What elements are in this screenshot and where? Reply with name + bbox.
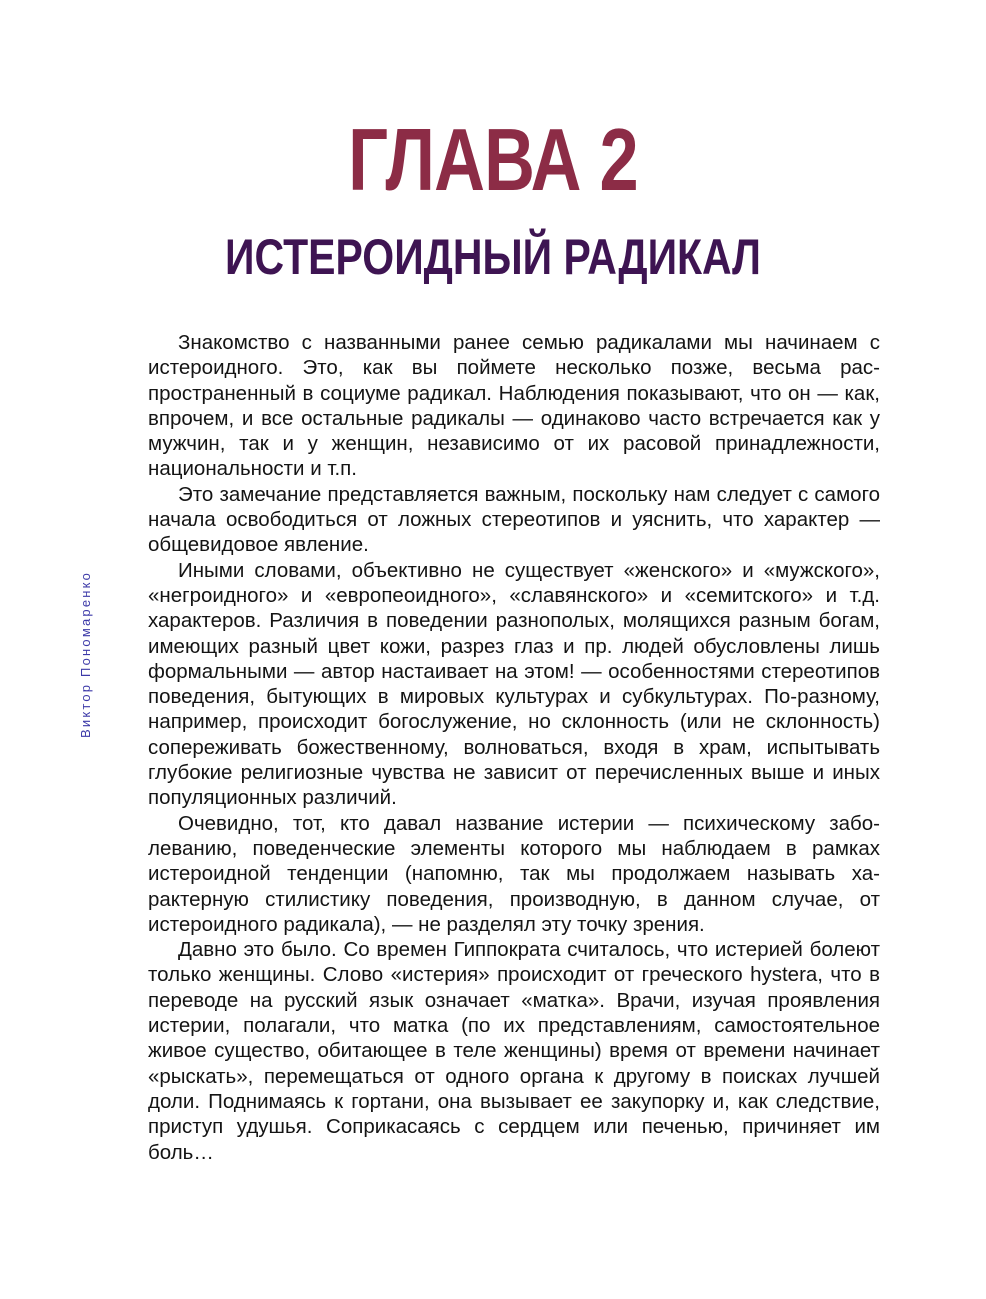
- paragraph: Очевидно, тот, кто давал название истерии — психическому заболеванию, поведенческие элементы которого мы наблюдаем в рамках истероидной тенденции (напомню, так мы продолжаем называть характерную стилистику поведения, производную, в данном случае, от истероидного радикала), — не разделял эту точку зрения.: [148, 811, 880, 936]
- paragraph: Давно это было. Со времен Гиппократа считалось, что истерией болеют только женщины. Слово «истерия» происходит от греческого hystera, что в переводе на русский язык означает «матка». Врачи, изучая проявления истерии, полагали, что матка (по их представлениям, самостоятельное живое существо, обитающее в теле женщины) время от времени начинает «рыскать», перемещаться от одного органа к другому в поисках лучшей доли. Поднимаясь к гортани, она вызывает ее закупорку и, как следствие, приступ удушья. Соприкасаясь с сердцем или печенью, причиняет им боль…: [148, 938, 880, 1164]
- paragraph: Знакомство с названными ранее семью радикалами мы начинаем с истероидного. Это, как вы поймете несколько позже, весьма распространенный в социуме радикал. Наблюдения показывают, что он — как, впрочем, и все остальные радикалы — одинаково часто встречается как у мужчин, так и у женщин, независимо от их расовой принадлежности, национальности и т.п.: [148, 331, 880, 481]
- chapter-number: ГЛАВА 2: [348, 110, 638, 209]
- paragraph: Это замечание представляется важным, поскольку нам следует с самого начала освободиться от ложных стереотипов и уяснить, что характер — общевидовое явление.: [148, 482, 880, 557]
- running-author-name: Виктор Пономаренко: [78, 570, 93, 738]
- chapter-title: ИСТЕРОИДНЫЙ РАДИКАЛ: [225, 229, 761, 285]
- paragraph: Иными словами, объективно не существует «женского» и «мужского», «негроидного» и «европеоидного», «славянского» и «семитского» и т.д. характеров. Различия в поведении разнополых, молящихся разным богам, имеющих разный цвет кожи, разрез глаз и пр. людей обусловлены лишь формальными — автор настаивает на этом! — особенностями стереотипов поведения, бытующих в мировых культурах и субкультурах. По-разному, например, происходит богослужение, но склонность (или не склонность) сопереживать божественному, волноваться, входя в храм, испытывать глубокие религиозные чувства не зависит от перечисленных выше и иных популяционных различий.: [148, 558, 880, 810]
- body-text: [148, 330, 880, 1165]
